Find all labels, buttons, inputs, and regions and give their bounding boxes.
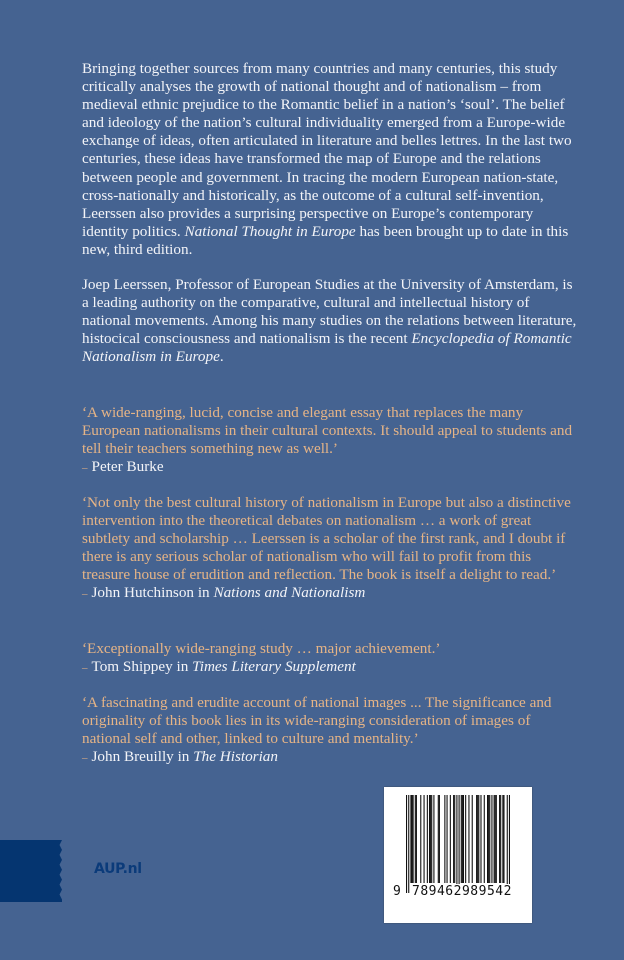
barcode-first-digit: 9	[393, 884, 401, 899]
barcode-bar	[500, 795, 501, 883]
dash: –	[82, 462, 88, 475]
barcode-bar	[477, 795, 478, 883]
barcode-bar	[476, 795, 477, 883]
barcode-bar	[438, 795, 439, 883]
quote-attribution	[82, 458, 582, 477]
review-quote	[82, 640, 582, 677]
quote-source: The Historian	[193, 748, 278, 766]
barcode-bar	[406, 795, 407, 893]
barcode-bar	[415, 795, 416, 883]
barcode-bar	[420, 795, 421, 883]
barcode-bar	[413, 795, 414, 883]
quote-in: in	[173, 748, 194, 766]
barcode-bar	[424, 795, 425, 883]
barcode-bar	[480, 795, 481, 883]
barcode-bar	[507, 795, 508, 893]
barcode-bar	[495, 795, 496, 883]
barcode-bar	[503, 795, 504, 883]
barcode-bar	[430, 795, 431, 883]
barcode-bar	[463, 795, 464, 883]
barcode-bar	[453, 795, 454, 883]
barcode-bar	[484, 795, 485, 883]
author-bio	[82, 276, 582, 366]
review-quote	[82, 494, 582, 604]
barcode-bar	[509, 795, 510, 893]
barcode-bar	[496, 795, 497, 883]
barcode-bar	[439, 795, 440, 883]
barcode-bar	[444, 795, 445, 883]
isbn-barcode	[384, 787, 532, 923]
book-description	[82, 60, 582, 259]
barcode-bar	[488, 795, 489, 883]
description-tail: has been brought up to date in this new, third edition.	[82, 222, 569, 258]
review-quote	[82, 694, 582, 767]
barcode-bar	[433, 795, 434, 883]
dash: –	[82, 662, 88, 675]
barcode-bar	[459, 795, 460, 893]
description-text: Bringing together sources from many countries and many centuries, this study critically analyses the growth of national thought and of nationalism – from medieval ethnic prejudice to the Romantic belief in a nation’s ‘soul’. The belief and ideology of the nation’s cultural individuality emerged from a Europe-wide exchange of ideas, often articulated in literature and belles lettres. In the last two centuries, these ideas have transformed the map of Europe and the relations between people and government. In tracing the modern European nation-state, cross-nationally and historically, as the outcome of a cultural self-invention, Leerssen also provides a surprising perspective on Europe’s contemporary identity politics.	[82, 60, 572, 240]
quote-author: John Hutchinson	[91, 584, 195, 602]
bio-book-title: Encyclopedia of Romantic Nationalism in Europe	[82, 330, 572, 366]
barcode-bar	[502, 795, 503, 883]
quote-in: in	[194, 584, 214, 602]
quote-text: ‘A fascinating and erudite account of national images ... The significance and originality of this book lies in its wide-ranging consideration of images of national self and other, linked to culture and mentality.’	[82, 694, 552, 748]
review-quote	[82, 404, 582, 477]
barcode-bar	[461, 795, 462, 883]
barcode-bar	[465, 795, 466, 883]
quote-author: Tom Shippey	[91, 658, 173, 676]
quote-attribution	[82, 658, 582, 677]
barcode-bar	[416, 795, 417, 883]
publisher-logo-tab	[0, 840, 62, 902]
barcode-bar	[427, 795, 428, 883]
barcode-bar	[431, 795, 432, 883]
barcode-bar	[489, 795, 490, 883]
quote-author: Peter Burke	[91, 458, 164, 476]
barcode-bar	[491, 795, 492, 883]
barcode-bars	[406, 795, 510, 893]
publisher-website: AUP.nl	[94, 861, 142, 877]
barcode-bar	[478, 795, 479, 883]
barcode-bar	[408, 795, 409, 893]
barcode-rest-digits: 789462989542	[412, 884, 512, 899]
quote-text: ‘Not only the best cultural history of nationalism in Europe but also a distinctive intervention into the theoretical debates on nationalism … a work of great subtlety and scholarship … Leerssen is a scholar of the first rank, and I doubt if there is any serious scholar of nationalism who will fail to profit from this treasure house of erudition and reflection. The book is itself a delight to read.’	[82, 494, 571, 584]
quote-source: Times Literary Supplement	[192, 658, 356, 676]
barcode-bar	[447, 795, 448, 883]
barcode-bar	[494, 795, 495, 883]
barcode-bar	[410, 795, 411, 883]
bio-tail: .	[219, 348, 224, 366]
book-title: National Thought in Europe	[184, 222, 356, 240]
quote-attribution	[82, 748, 582, 767]
dash: –	[82, 588, 88, 601]
barcode-bar	[462, 795, 463, 883]
dash: –	[82, 752, 88, 765]
quote-in: in	[172, 658, 193, 676]
barcode-bar	[454, 795, 455, 883]
barcode-bar	[456, 795, 457, 893]
barcode-bar	[472, 795, 473, 883]
barcode-bar	[468, 795, 469, 883]
quote-author: John Breuilly	[91, 748, 174, 766]
barcode-bar	[411, 795, 412, 883]
quote-text: ‘Exceptionally wide-ranging study … major achievement.’	[82, 640, 441, 657]
bio-text: Joep Leerssen, Professor of European Studies at the University of Amsterdam, is a leading authority on the comparative, cultural and intellectual history of national movements. Among his many studies on the relations between literature, histocical consciousness and nationalism is the recent	[82, 276, 577, 348]
barcode-bar	[450, 795, 451, 883]
barcode-bar	[499, 795, 500, 883]
quote-attribution	[82, 584, 582, 603]
barcode-bar	[487, 795, 488, 883]
quote-source: Nations and Nationalism	[213, 584, 366, 602]
barcode-bar	[429, 795, 430, 883]
quote-text: ‘A wide-ranging, lucid, concise and elegant essay that replaces the many European nationalisms in their cultural contexts. It should appeal to students and tell their teachers something new as well.’	[82, 404, 573, 458]
